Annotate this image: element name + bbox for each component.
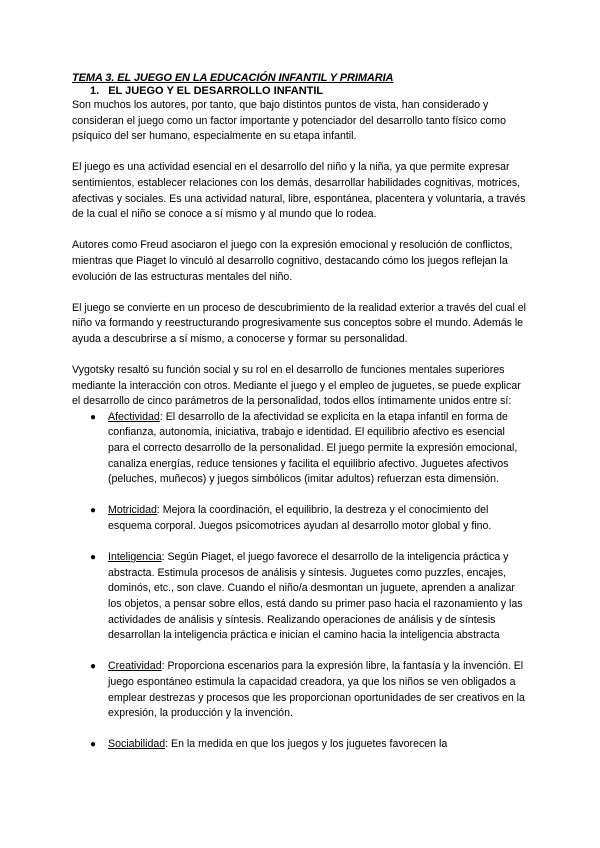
section-title: EL JUEGO Y EL DESARROLLO INFANTIL <box>108 85 324 97</box>
text-motricidad: : Mejora la coordinación, el equilibrio, la destreza y el conocimiento del esquema corporal. Juegos psicomotrices ayudan al desarrollo motor global y fino. <box>108 504 492 533</box>
list-item-sociabilidad <box>90 737 528 753</box>
term-inteligencia: Inteligencia <box>108 551 162 564</box>
list-item-afectividad <box>90 410 528 488</box>
paragraph-intro: Son muchos los autores, por tanto, que bajo distintos puntos de vista, han considerado y consideran el juego como un factor importante y potenciador del desarrollo tanto físico como psíquico del ser humano, especialmente en su etapa infantil. <box>72 99 506 143</box>
bullet-icon: ● <box>90 661 97 673</box>
personality-parameters-list <box>72 410 528 753</box>
bullet-icon: ● <box>90 505 97 517</box>
list-item-motricidad <box>90 503 528 534</box>
term-sociabilidad: Sociabilidad <box>108 738 166 751</box>
section-number: 1. <box>90 85 100 97</box>
list-item-creatividad <box>90 659 528 721</box>
paragraph-freud-piaget: Autores como Freud asociaron el juego con la expresión emocional y resolución de conflictos, mientras que Piaget lo vinculó al desarrollo cognitivo, destacando cómo los juegos reflejan la evolución de las estructuras mentales del niño. <box>72 239 513 283</box>
term-creatividad: Creatividad <box>108 660 162 673</box>
bullet-icon: ● <box>90 739 97 751</box>
bullet-icon: ● <box>90 552 97 564</box>
text-sociabilidad: : En la medida en que los juegos y los juguetes favorecen la <box>165 738 448 751</box>
text-creatividad: : Proporciona escenarios para la expresión libre, la fantasía y la invención. El juego espontáneo estimula la capacidad creadora, ya que los niños se ven obligados a emplear destrezas y procesos que les proporcionan oportunidades de ser creativos en la expresión, la producción y la invención. <box>108 660 525 720</box>
bullet-icon: ● <box>90 411 97 423</box>
section-heading <box>90 85 528 98</box>
text-afectividad: : El desarrollo de la afectividad se explicita en la etapa infantil en forma de confianza, autonomía, iniciativa, trabajo e identidad. El equilibrio afectivo es esencial para el correcto desarrollo de la personalidad. El juego permite la expresión emocional, canaliza energías, reduce tensiones y facilita el equilibrio afectivo. Juguetes afectivos (peluches, muñecos) y juegos simbólicos (imitar adultos) refuerzan esta dimensión. <box>108 410 518 486</box>
term-motricidad: Motricidad <box>108 504 157 517</box>
paragraph-definition: El juego es una actividad esencial en el desarrollo del niño y la niña, ya que permite expresar sentimientos, establecer relaciones con los demás, desarrollar habilidades cognitivas, motrices, afectivas y sociales. Es una actividad natural, libre, espontánea, placentera y voluntaria, a través de la cual el niño se conoce a sí mismo y al mundo que lo rodea. <box>72 161 526 221</box>
paragraph-vygotsky: Vygotsky resaltó su función social y su rol en el desarrollo de funciones mentales superiores mediante la interacción con otros. Mediante el juego y el empleo de juguetes, se puede explicar el desarrollo de cinco parámetros de la personalidad, todos ellos íntimamente unidos entre sí: <box>72 364 521 408</box>
document-title: TEMA 3. EL JUEGO EN LA EDUCACIÓN INFANTIL Y PRIMARIA <box>72 72 394 84</box>
paragraph-discovery: El juego se convierte en un proceso de descubrimiento de la realidad exterior a través del cual el niño va formando y reestructurando progresivamente sus conceptos sobre el mundo. Además le ayuda a descubrirse a sí mismo, a conocerse y formar su personalidad. <box>72 301 527 345</box>
term-afectividad: Afectividad <box>108 410 160 423</box>
text-inteligencia: : Según Piaget, el juego favorece el desarrollo de la inteligencia práctica y abstracta. Estimula procesos de análisis y síntesis. Juguetes como puzzles, encajes, dominós, etc., son clave. Cuando el niño/a desmontan un juguete, aprenden a analizar los objetos, a pensar sobre ellos, está dando su primer paso hacia el razonamiento y las actividades de análisis y síntesis. Realizando operaciones de análisis y de síntesis desarrollan la inteligencia práctica e inician el camino hacia la inteligencia abstracta <box>108 551 523 642</box>
list-item-inteligencia <box>90 550 528 644</box>
